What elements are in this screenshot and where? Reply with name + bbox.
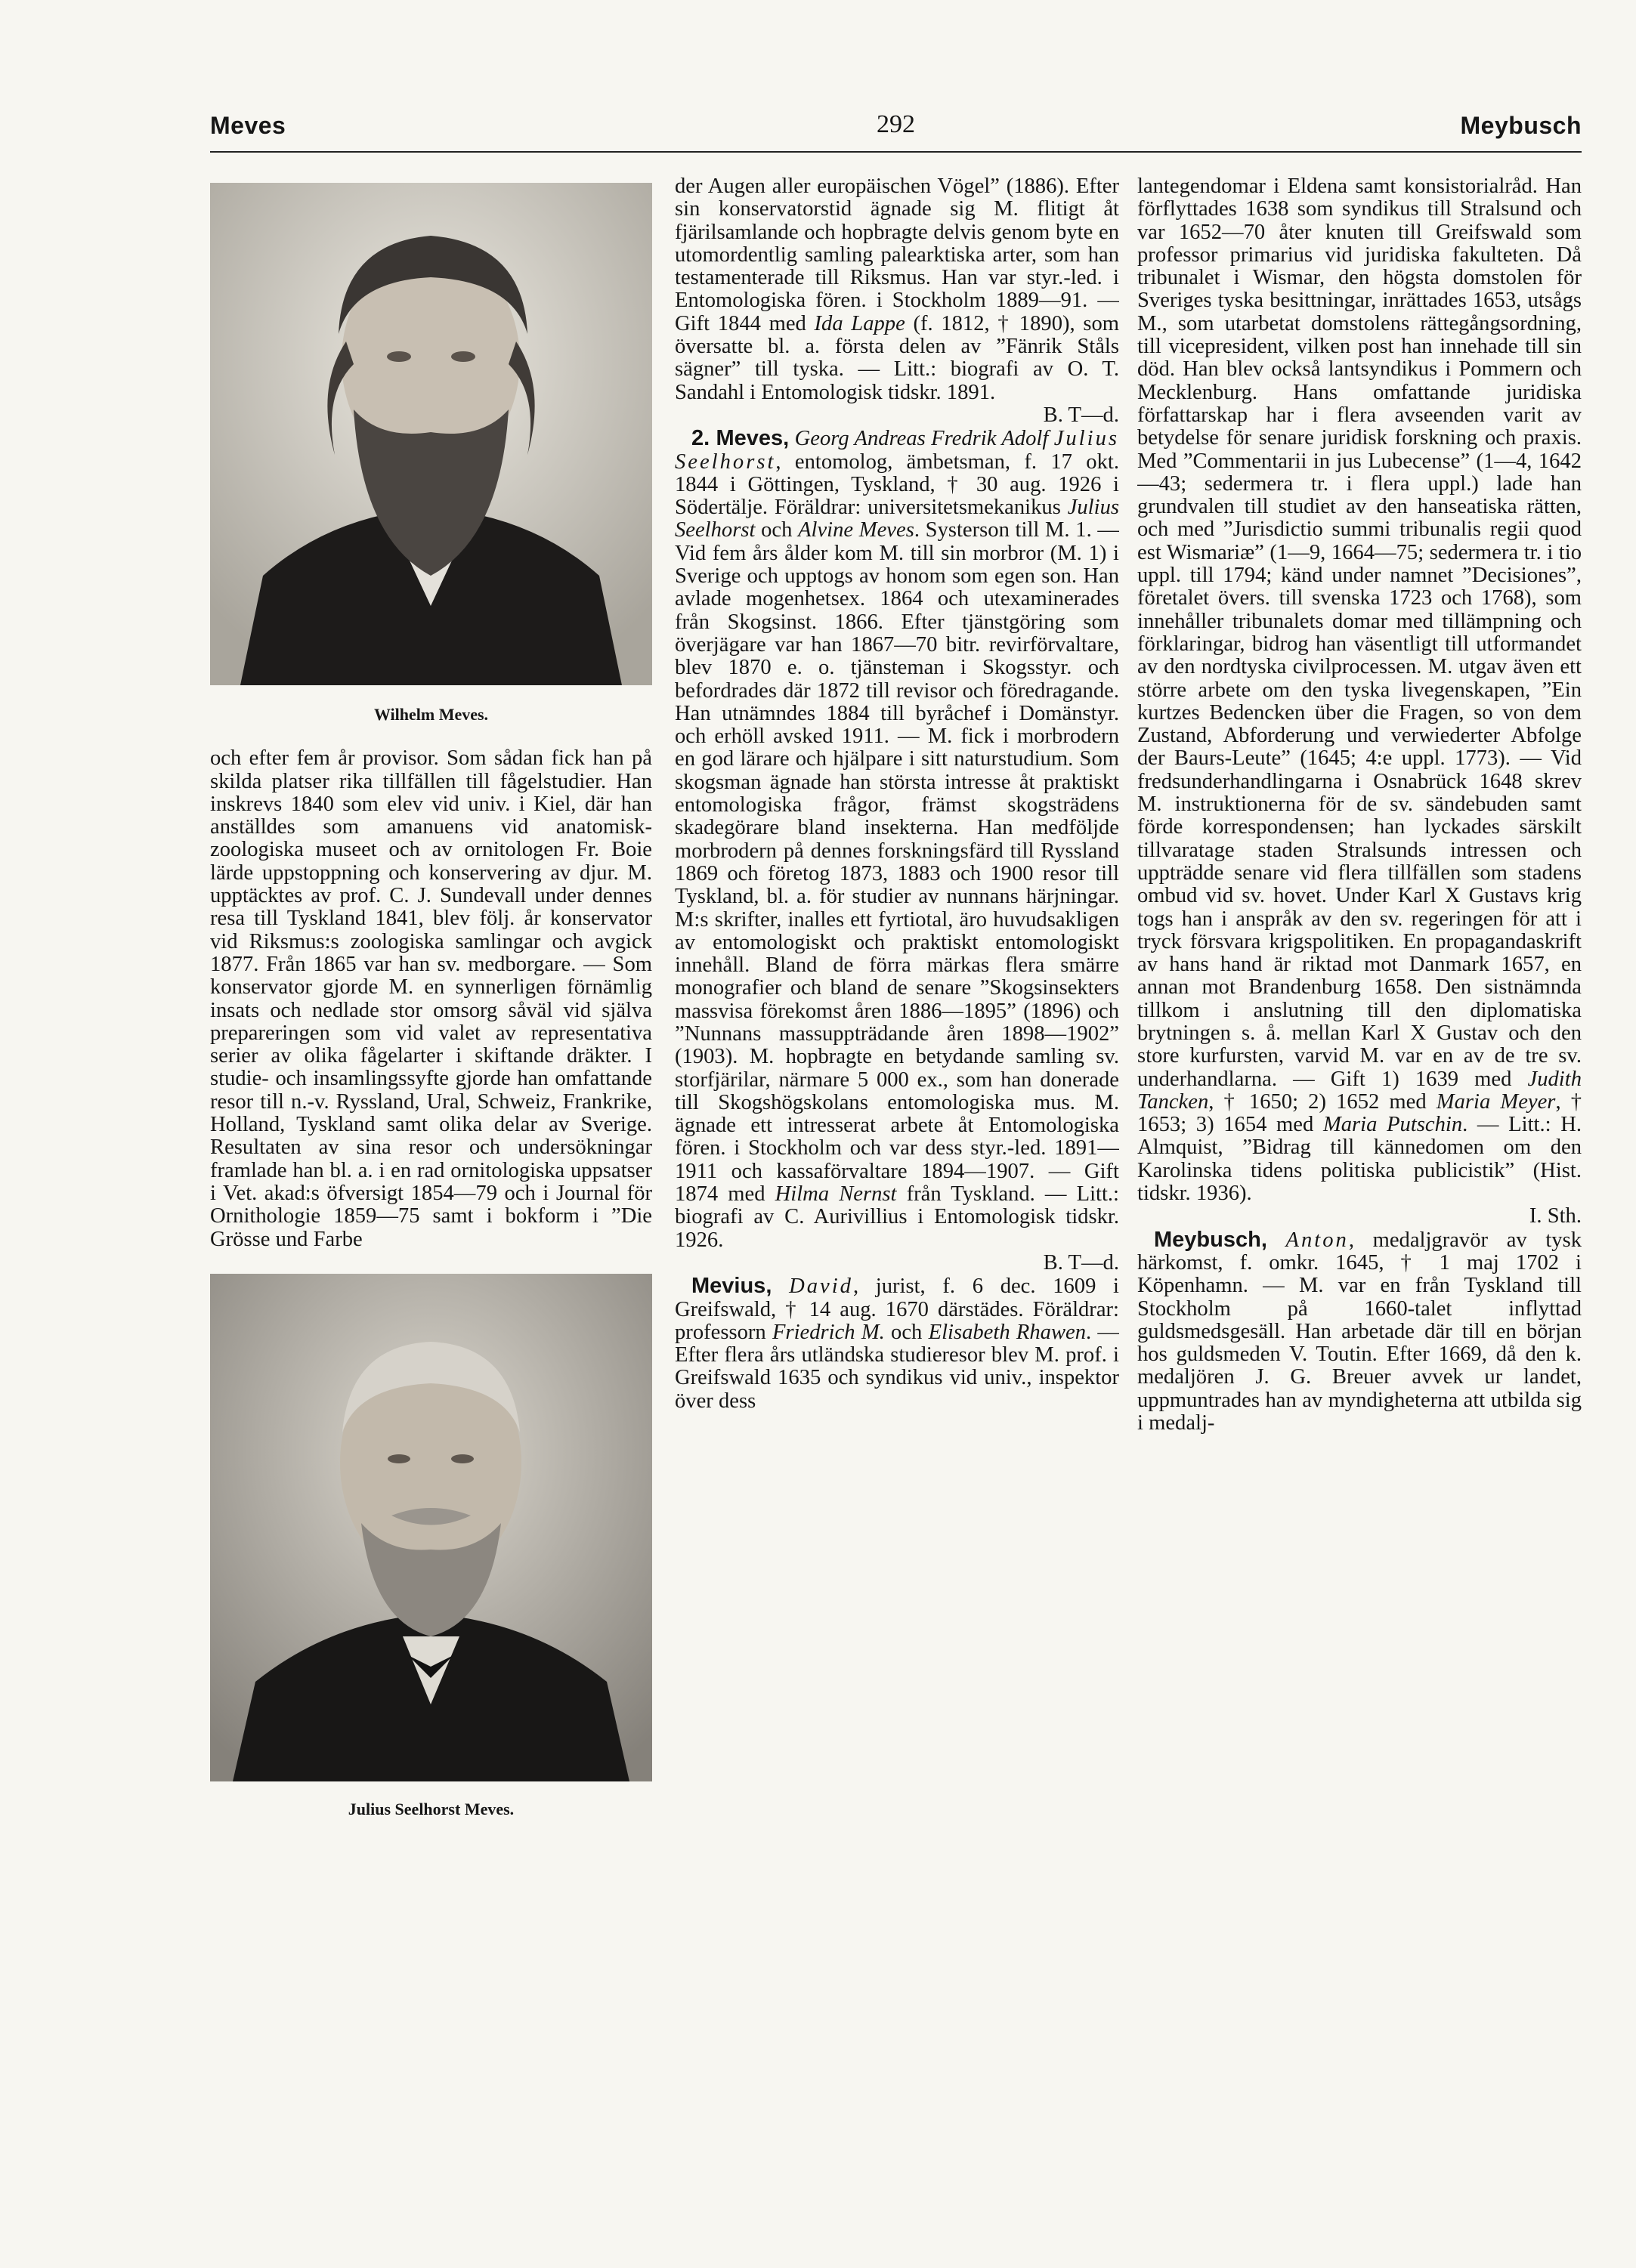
- name-italic: Maria Meyer: [1436, 1089, 1556, 1114]
- column-2: [675, 175, 1119, 2230]
- name-italic: Ida Lappe: [814, 311, 905, 335]
- text-span: der Augen aller europäischen Vögel” (1886). Efter sin konservatorstid ägnade sig M. flitigt åt fjärilsamlande och hopbragte delvis genom byte en utomordentlig samling palearktiska arter, som han testamenterade till Riksmus. Han var styr.-led. i Entomologiska fören. i Stockholm 1889—91. — Gift 1844 med: [675, 175, 1119, 335]
- name-italic: Julius Seelhorst: [675, 496, 1119, 542]
- name-italic: Judith Tancken: [1137, 1067, 1582, 1114]
- text-span: , † 1653; 3) 1654 med: [1137, 1089, 1582, 1137]
- name-italic: Elisabeth Rhawen: [928, 1320, 1086, 1344]
- entry-headword: Meybusch,: [1154, 1227, 1267, 1252]
- text-span: och: [755, 518, 799, 542]
- text-span: lantegendomar i Eldena samt konsistorialråd. Han förflyttades 1638 som syndikus till Stralsund och var 1652—70 åter knuten till Greifswald som professor primarius vid juridiska fakulteten. Då tribunalet i Wismar, den högsta domstolen för Sveriges tyska besittningar, inrättades 1653, utsågs M., som utarbetat domstolens rättegångsordning, till vicepresident, vilken post han innehade till sin död. Han blev också lantsyndikus i Pommern och Mecklenburg. Hans omfattande juridiska författarskap har i flera avseenden varit av betydelse för senare juridisk forskning och praxis. Med ”Commentarii in jus Lubecense” (1—4, 1642—43; sedermera tr. i flera uppl.) lade han grundvalen till studiet av den hanseatiska rätten, och med ”Jurisdictio summi tribunalis regii quod est Wismariæ” (1—9, 1664—75; sedermera tr. i tio uppl. till 1794; känd under namnet ”Decisiones”, företalet övers. till svenska 1723 och 1768), som innehåller tribunalets domar med tillämpning och förklaringar, bidrog han väsentligt till utformandet av den nordtyska civilprocessen. M. utgav även ett större arbete om den tyska livegenskapen, ”Ein kurtzes Bedencken über die Fragen, so von dem Zustand, Abforderung und verwiederter Abfolge der Baurs-Leute” (1645; 4:e uppl. 1773). — Vid fredsunderhandlingarna i Osnabrück 1648 skrev M. instruktionerna för de sv. sändebuden samt förde korrespondensen; han lyckades särskilt tillvaratage staden Stralsunds intressen och uppträdde senare vid flera tillfällen som stadens ombud vid sv. hovet. Under Karl X Gustavs krig togs han i anspråk av den sv. regeringen för att i tryck försvara krigspolitiken. En propagandaskrift av hans hand är riktad mot Danmark 1657, en annan mot Brandenburg 1658. Den sistnämnda tillkom i anslutning till den diplomatiska brytningen s. å. mellan Karl X Gustav och den store kurfursten, varvid M. var en av de tre sv. underhandlarna. — Gift 1) 1639 med: [1137, 175, 1582, 1091]
- entry-headword: 2. Meves,: [691, 426, 790, 451]
- portrait-caption: Wilhelm Meves.: [373, 705, 489, 724]
- text-span: . — Efter flera års utländska studieresor blev M. prof. i Greifswald 1635 och syndikus vid univ., inspektor över dess: [675, 1320, 1119, 1413]
- name-italic: Friedrich M.: [772, 1320, 885, 1344]
- name-spaced: Anton: [1285, 1228, 1349, 1252]
- text-span: . Systerson till M. 1. — Vid fem års ålder kom M. till sin morbror (M. 1) i Sverige och upptogs av honom som egen son. Han avlade mogenhetsex. 1864 och utexaminerades från Skogsinst. 1866. Efter tjänstgöring som överjägare var han 1867—70 bitr. revirförvaltare, blev 1870 e. o. tjänsteman i Skogsstyr. och befordrades där 1872 till revisor och föredragande. Han utnämndes 1884 till byråchef i Domänstyr. och erhöll avsked 1911. — M. fick i morbrodern en god lärare och hjälpare i sitt naturstudium. Som skogsman ägnade han största intresse åt praktiskt entomologiska frågor, främst skogsträdens skadegörare bland insekterna. Han medföljde morbrodern på dennes forskningsfärd till Ryssland 1869 och företog 1873, 1883 och 1900 resor till Tyskland, bl. a. för studier av nunnans härjningar. M:s skrifter, inalles ett fyrtiotal, äro huvudsakligen av entomologiskt och praktiskt entomologiskt innehåll. Bland de förra märkas flera smärre monografier och bland de senare ”Skogsinsekters massvisa förekomst åren 1886—1895” (1896) och ”Nunnans massuppträdande åren 1898—1902” (1903). M. hopbragte en betydande samling sv. storfjärilar, närmare 5 000 ex., som han donerade till Skogshögskolans entomologiska mus. M. ägnade ett intresserat arbete åt Entomologiska fören. i Stockholm och var dess styr.-led. 1891—1911 och kassaförvaltare 1894—1907. — Gift 1874 med: [675, 518, 1119, 1207]
- article-text: och efter fem år provisor. Som sådan fick han på skilda platser rika tillfällen till fågelstudier. Han inskrevs 1840 som elev vid univ. i Kiel, där han anställdes som amanuens vid anatomisk-zoologiska museet och av ornitologen Fr. Boie lärde uppstoppning och konservering av djur. M. upptäcktes av prof. C. J. Sundevall under dennes resa till Tyskland 1841, blev följ. år konservator vid Riksmus:s zoologiska samlingar och avgick 1877. Från 1865 var han sv. medborgare. — Som konservator gjorde M. en synnerligen förnämlig insats och nedlade stor omsorg såväl vid själva prepareringen som vid valet av representativa serier av olika fågelarter i skiftande dräkter. I studie- och insamlingssyfte gjorde han omfattande resor till n.-v. Ryssland, Ural, Schweiz, Frankrike, Holland, Tyskland samt olika delar av Sverige. Resultaten av sina resor och undersökningar framlade han bl. a. i en rad ornitologiska uppsatser i Vet. akad:s öfversigt 1854—79 och i Journal för Ornithologie 1859—75 samt i bokform i ”Die Grösse und Farbe: [210, 746, 652, 1251]
- column-1: [210, 175, 652, 2230]
- text-span: från Tyskland. — Litt.: biografi av C. Aurivillius i Entomologisk tidskr. 1926.: [675, 1182, 1119, 1252]
- name-spaced: Julius Seelhorst: [675, 427, 1119, 474]
- article-david-mevius: [675, 1275, 1119, 1413]
- text-span: . — Litt.: H. Almquist, ”Bidrag till kännedomen om den Karolinska tidens politiska publicistik” (Hist. tidskr. 1936).: [1137, 1113, 1582, 1206]
- name-italic: Hilma Nernst: [775, 1182, 897, 1207]
- article-georg-meves: [675, 427, 1119, 1275]
- article-anton-meybusch: [1137, 1228, 1582, 1435]
- author-signature: B. T—d.: [1043, 403, 1119, 427]
- text-span: , medaljgravör av tysk härkomst, f. omkr. 1645, † 1 maj 1702 i Köpenhamn. — M. var en från Tyskland till Stockholm på 1660-talet inflyttad guldsmedsgesäll. Han arbetade där till en början hos guldsmeden V. Toutin. Efter 1669, då den k. medaljören J. G. Breuer avvek ur landet, uppmuntrades han av myndigheterna att utbilda sig i medalj-: [1137, 1228, 1582, 1435]
- text-span: , † 1650; 2) 1652 med: [1208, 1089, 1437, 1114]
- portrait-julius-seelhorst-meves: [210, 1274, 652, 1781]
- portrait-photo-icon: [210, 183, 652, 685]
- text-span: och: [884, 1320, 929, 1344]
- text-span: (f. 1812, † 1890), som översatte bl. a. första delen av ”Fänrik Ståls sägner” till tyska. — Litt.: biografi av O. T. Sandahl i Entomologisk tidskr. 1891.: [675, 311, 1119, 404]
- article-wilhelm-meves-continued: [675, 175, 1119, 427]
- name-italic: Alvine Meves: [798, 518, 914, 542]
- portrait-caption: Julius Seelhorst Meves.: [348, 1799, 515, 1818]
- page-header: [210, 106, 1582, 153]
- running-head-left: Meves: [210, 112, 286, 139]
- column-3: [1137, 175, 1582, 2230]
- text-span: , entomolog, ämbetsman, f. 17 okt. 1844 i Göttingen, Tyskland, † 30 aug. 1926 i Södertälje. Föräldrar: universitetsmekanikus: [675, 450, 1119, 520]
- author-signature: B. T—d.: [1043, 1250, 1119, 1275]
- author-signature: I. Sth.: [1529, 1204, 1582, 1228]
- portrait-photo-icon: [210, 1274, 652, 1781]
- page-number: 292: [877, 110, 915, 138]
- name-spaced: David: [789, 1275, 853, 1299]
- name-italic: Maria Putschin: [1322, 1113, 1463, 1137]
- text-span: , jurist, f. 6 dec. 1609 i Greifswald, † 14 aug. 1670 därstädes. Föräldrar: professorn: [675, 1275, 1119, 1344]
- running-head-right: Meybusch: [1460, 112, 1582, 139]
- portrait-wilhelm-meves: [210, 183, 652, 685]
- article-david-mevius-continued: [1137, 175, 1582, 1228]
- name-italic: Georg Andreas Fredrik Adolf: [794, 427, 1049, 451]
- entry-headword: Mevius,: [691, 1274, 772, 1299]
